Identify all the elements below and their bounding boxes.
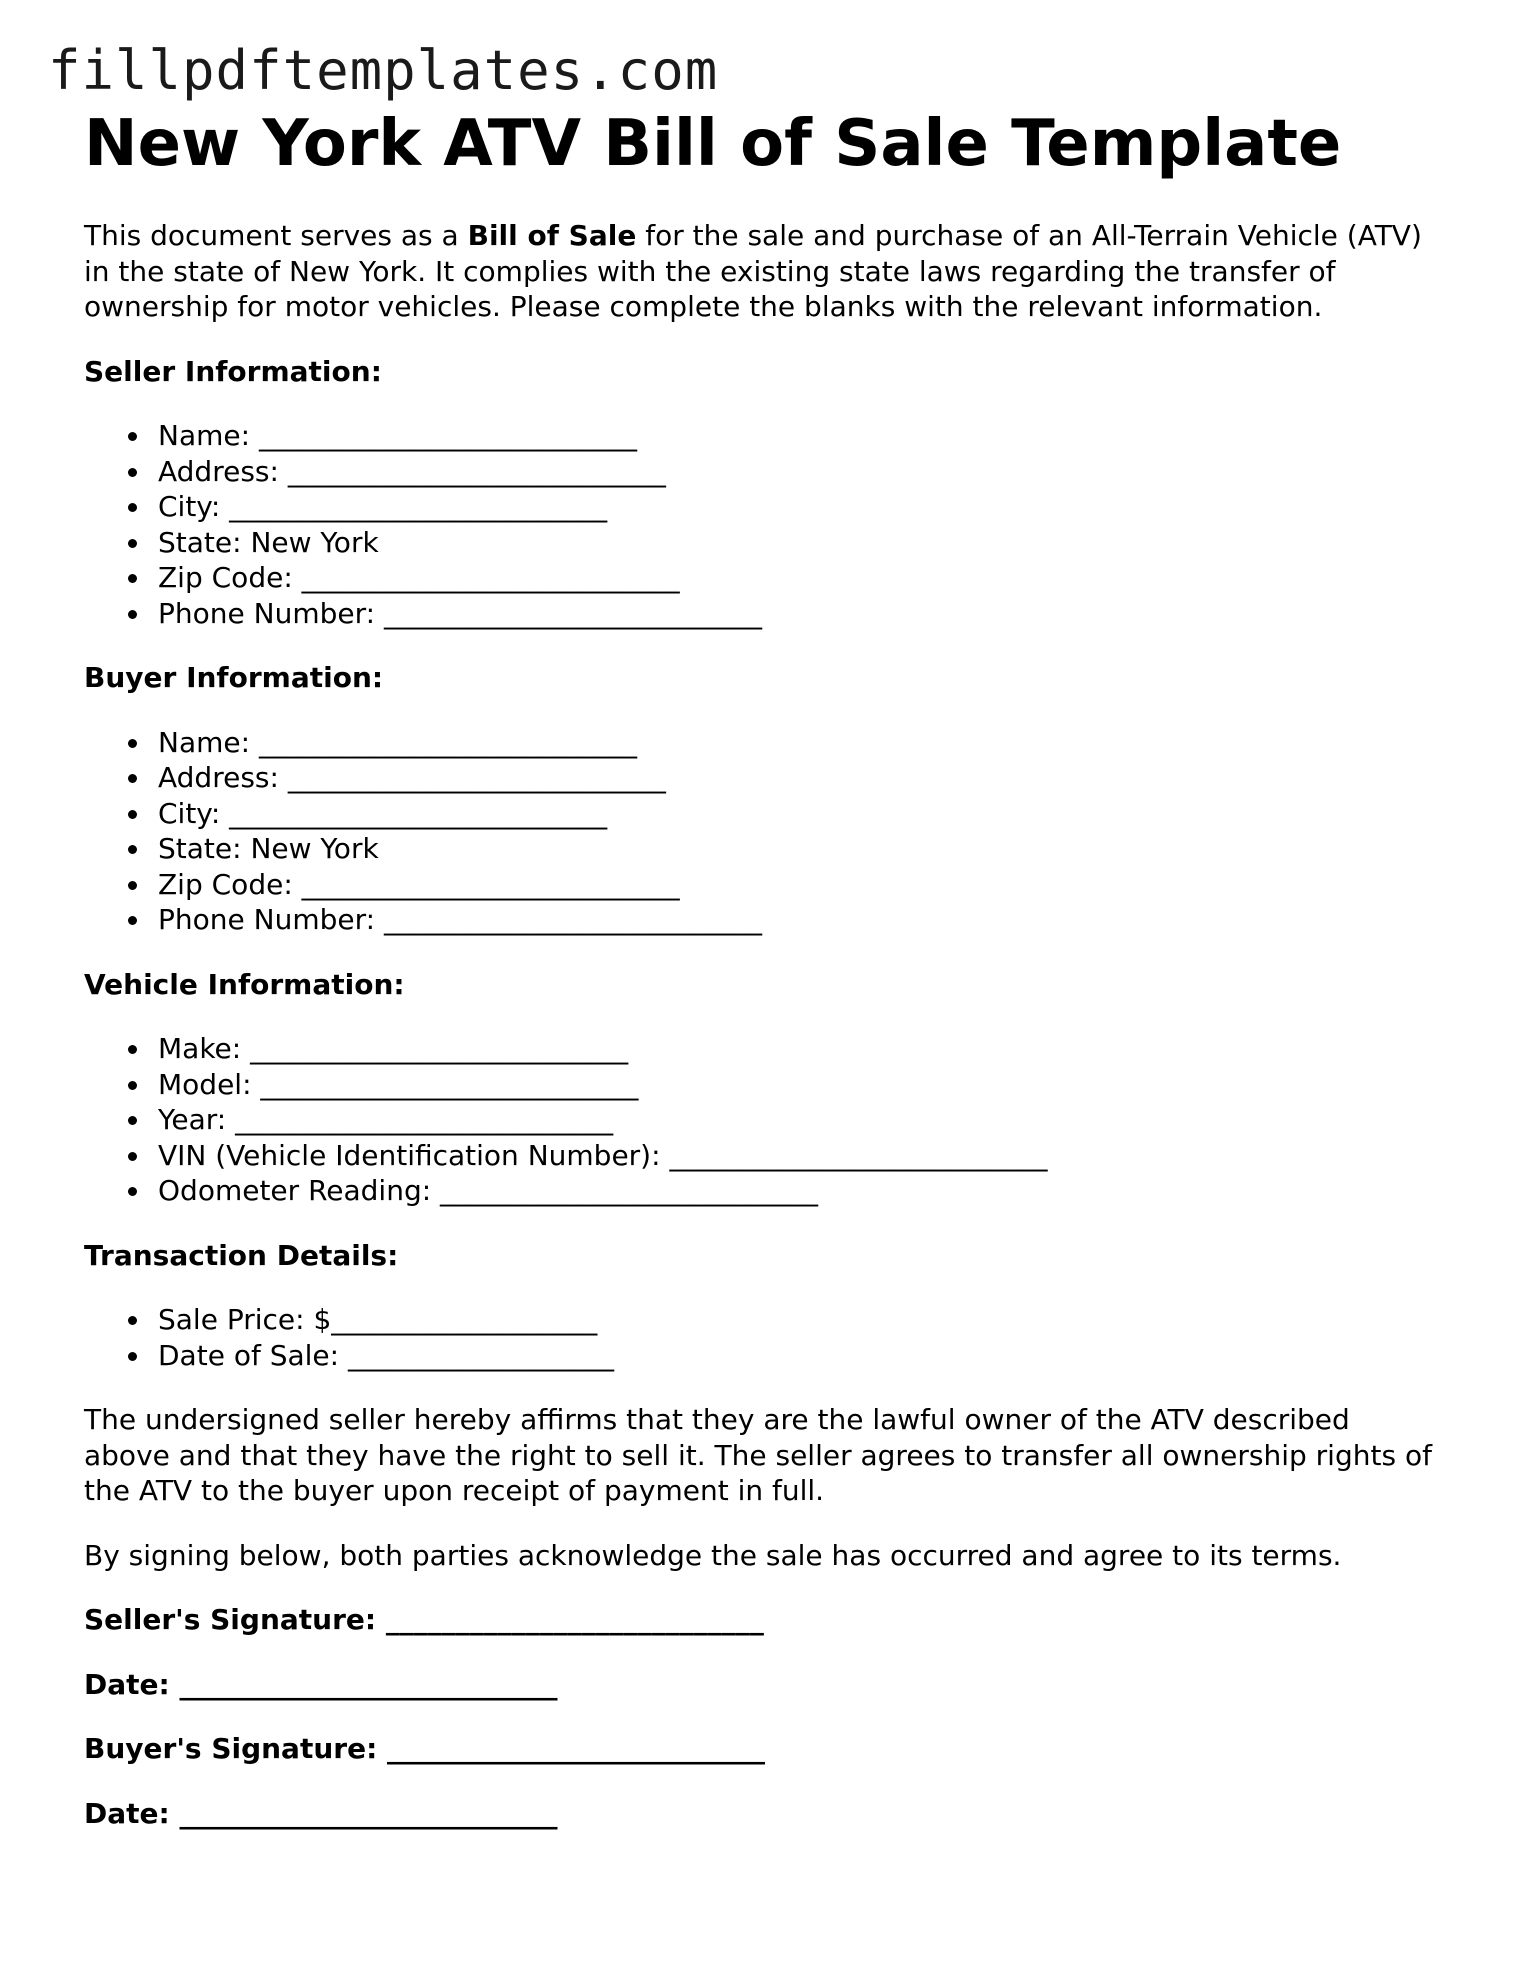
intro-bold-term: Bill of Sale: [467, 219, 637, 252]
seller-name-field[interactable]: Name: ___________________________: [158, 418, 1444, 454]
seller-zip-field[interactable]: Zip Code: ___________________________: [158, 560, 1444, 596]
vehicle-vin-field[interactable]: VIN (Vehicle Identification Number): ___________________________: [158, 1138, 1444, 1174]
buyer-name-field[interactable]: Name: ___________________________: [158, 725, 1444, 761]
intro-paragraph: [84, 218, 1444, 325]
buyer-address-field[interactable]: Address: ___________________________: [158, 760, 1444, 796]
sale-price-field[interactable]: Sale Price: $___________________: [158, 1302, 1444, 1338]
buyer-field-list: [84, 725, 1444, 938]
site-watermark: fillpdftemplates.com: [48, 39, 719, 102]
seller-address-field[interactable]: Address: ___________________________: [158, 454, 1444, 490]
seller-state-field: State: New York: [158, 525, 1444, 561]
document-title: New York ATV Bill of Sale Template: [84, 107, 1342, 181]
seller-signature-line[interactable]: Seller's Signature: ___________________________: [84, 1603, 764, 1636]
buyer-city-field[interactable]: City: ___________________________: [158, 796, 1444, 832]
seller-date-line[interactable]: Date: ___________________________: [84, 1667, 558, 1701]
buyer-phone-field[interactable]: Phone Number: ___________________________: [158, 902, 1444, 938]
buyer-state-field: State: New York: [158, 831, 1444, 867]
vehicle-year-field[interactable]: Year: ___________________________: [158, 1102, 1444, 1138]
transaction-field-list: [84, 1302, 1444, 1373]
buyer-signature-line[interactable]: Buyer's Signature: ___________________________: [84, 1732, 766, 1765]
seller-city-field[interactable]: City: ___________________________: [158, 489, 1444, 525]
vehicle-section-heading: Vehicle Information:: [84, 967, 405, 1001]
buyer-section-heading: Buyer Information:: [84, 661, 384, 694]
vehicle-model-field[interactable]: Model: ___________________________: [158, 1067, 1444, 1103]
vehicle-odometer-field[interactable]: Odometer Reading: ___________________________: [158, 1173, 1444, 1209]
seller-section-heading: Seller Information:: [84, 354, 382, 388]
affirmation-paragraph: The undersigned seller hereby affirms that they are the lawful owner of the ATV described above and that they have the right to sell it. The seller agrees to transfer all ownership rights of the ATV to the buyer upon receipt of payment in full.: [84, 1403, 1432, 1507]
sale-date-field[interactable]: Date of Sale: ___________________: [158, 1338, 1444, 1374]
seller-field-list: [84, 418, 1444, 631]
document-body: [84, 106, 1444, 1831]
vehicle-field-list: [84, 1031, 1444, 1209]
seller-phone-field[interactable]: Phone Number: ___________________________: [158, 596, 1444, 632]
buyer-date-line[interactable]: Date: ___________________________: [84, 1796, 558, 1830]
transaction-section-heading: Transaction Details:: [84, 1238, 399, 1272]
intro-text-end: for the sale and purchase of an All-Terrain Vehicle (ATV) in the state of New York. It complies with the existing state laws regarding the transfer of ownership for motor vehicles. Please complete the blanks with the relevant information.: [84, 219, 1422, 323]
vehicle-make-field[interactable]: Make: ___________________________: [158, 1031, 1444, 1067]
acknowledgement-paragraph: By signing below, both parties acknowledge the sale has occurred and agree to its terms.: [84, 1538, 1342, 1572]
buyer-zip-field[interactable]: Zip Code: ___________________________: [158, 867, 1444, 903]
intro-text-start: This document serves as a: [84, 219, 468, 252]
